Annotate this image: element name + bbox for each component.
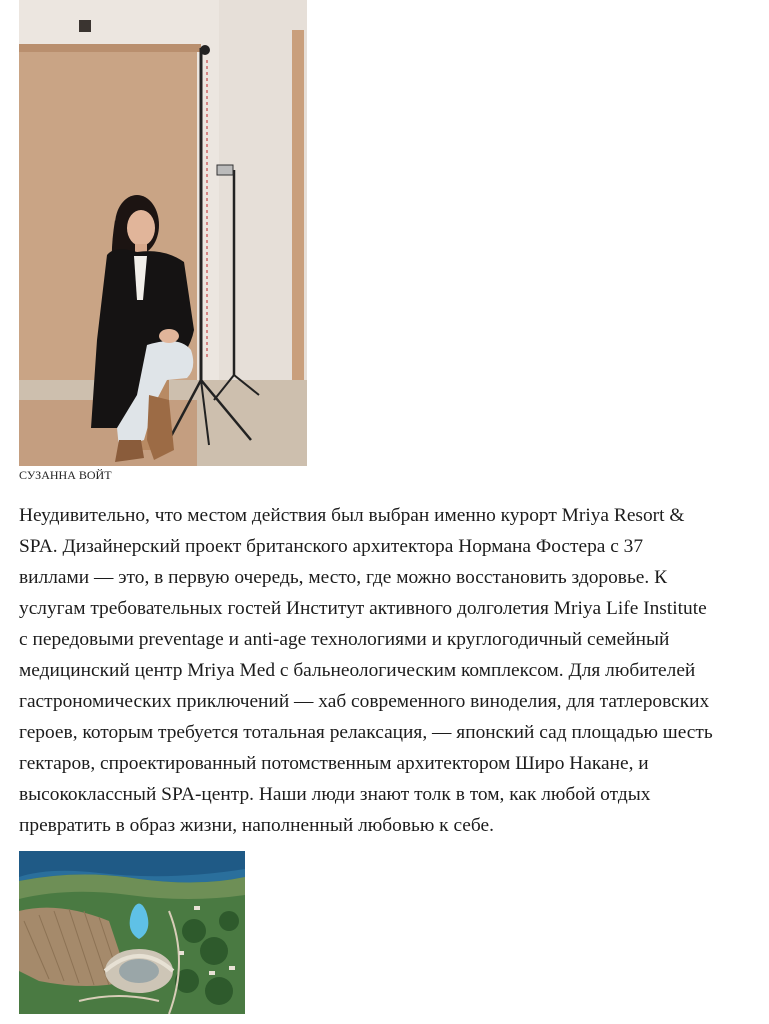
article-line: услугам требовательных гостей Институт активного долголетия Mriya Life Institute xyxy=(19,598,707,619)
portrait-photo xyxy=(19,0,307,466)
article-paragraph xyxy=(19,500,739,841)
aerial-resort-photo xyxy=(19,851,245,1014)
aerial-resort-photo-icon xyxy=(19,851,245,1014)
article-line: превратить в образ жизни, наполненный любовью к себе. xyxy=(19,815,494,836)
article-line: медицинский центр Mriya Med с бальнеологическим комплексом. Для любителей xyxy=(19,660,696,681)
photo-caption: СУЗАННА ВОЙТ xyxy=(19,468,112,482)
article-line: гектаров, спроектированный потомственным архитектором Широ Накане, и xyxy=(19,753,649,774)
article-line: виллами — это, в первую очередь, место, где можно восстановить здоровье. К xyxy=(19,567,668,588)
article-line: гастрономических приключений — хаб современного виноделия, для татлеровских xyxy=(19,691,710,712)
portrait-photo-icon xyxy=(19,0,307,466)
article-line: Неудивительно, что местом действия был выбран именно курорт Mriya Resort & xyxy=(19,505,685,526)
article-line: с передовыми preventage и anti-age технологиями и круглогодичный семейный xyxy=(19,629,670,650)
article-line: героев, которым требуется тотальная релаксация, — японский сад площадью шесть xyxy=(19,722,713,743)
article-line: высококлассный SPA-центр. Наши люди знают толк в том, как любой отдых xyxy=(19,784,651,805)
article-line: SPA. Дизайнерский проект британского архитектора Нормана Фостера с 37 xyxy=(19,536,644,557)
